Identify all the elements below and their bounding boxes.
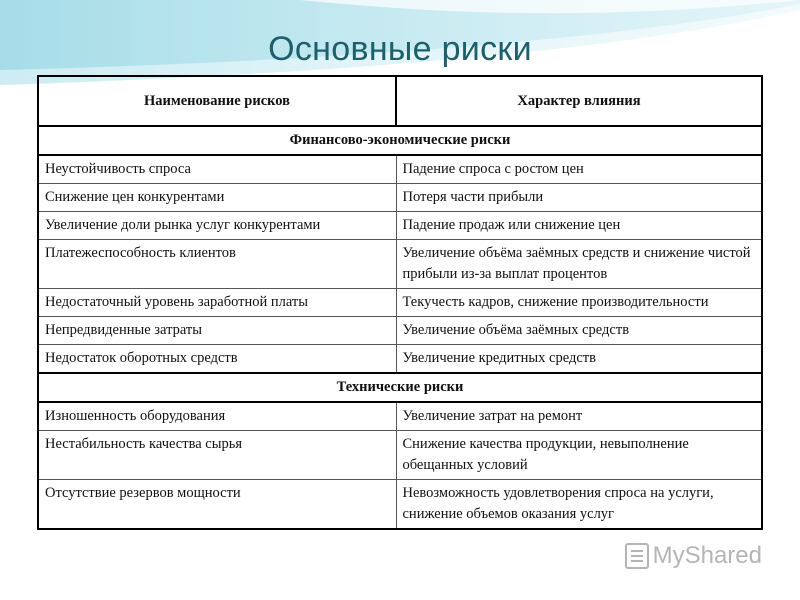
table-row — [38, 289, 762, 317]
section-row-technical — [38, 373, 762, 402]
watermark-text: MyShared — [652, 542, 762, 569]
impact-cell: Увеличение объёма заёмных средств и снижение чистой прибыли из-за выплат процентов — [396, 240, 762, 289]
table-row — [38, 431, 762, 480]
table-row — [38, 155, 762, 184]
impact-cell: Снижение качества продукции, невыполнение обещанных условий — [396, 431, 762, 480]
risk-name-cell: Непредвиденные затраты — [38, 317, 396, 345]
table-row — [38, 402, 762, 431]
risk-name-cell: Платежеспособность клиентов — [38, 240, 396, 289]
header-impact: Характер влияния — [396, 76, 762, 126]
section-row-financial — [38, 126, 762, 155]
watermark — [625, 542, 762, 570]
slide-title: Основные риски — [268, 30, 532, 68]
impact-cell: Увеличение объёма заёмных средств — [396, 317, 762, 345]
section-title: Технические риски — [38, 373, 762, 402]
table-header-row — [38, 76, 762, 126]
risks-table — [37, 75, 763, 530]
header-risk-name: Наименование рисков — [38, 76, 396, 126]
risk-name-cell: Неустойчивость спроса — [38, 155, 396, 184]
table-row — [38, 240, 762, 289]
impact-cell: Текучесть кадров, снижение производительности — [396, 289, 762, 317]
impact-cell: Увеличение кредитных средств — [396, 345, 762, 374]
presentation-icon — [625, 543, 649, 569]
risk-name-cell: Нестабильность качества сырья — [38, 431, 396, 480]
table-row — [38, 184, 762, 212]
risk-name-cell: Изношенность оборудования — [38, 402, 396, 431]
impact-cell: Невозможность удовлетворения спроса на услуги, снижение объемов оказания услуг — [396, 480, 762, 530]
risk-name-cell: Недостаточный уровень заработной платы — [38, 289, 396, 317]
section-title: Финансово-экономические риски — [38, 126, 762, 155]
impact-cell: Падение спроса с ростом цен — [396, 155, 762, 184]
table-row — [38, 345, 762, 374]
risk-name-cell: Увеличение доли рынка услуг конкурентами — [38, 212, 396, 240]
risk-name-cell: Снижение цен конкурентами — [38, 184, 396, 212]
impact-cell: Потеря части прибыли — [396, 184, 762, 212]
impact-cell: Увеличение затрат на ремонт — [396, 402, 762, 431]
impact-cell: Падение продаж или снижение цен — [396, 212, 762, 240]
table-row — [38, 317, 762, 345]
table-row — [38, 212, 762, 240]
risk-name-cell: Недостаток оборотных средств — [38, 345, 396, 374]
risk-name-cell: Отсутствие резервов мощности — [38, 480, 396, 530]
table-row — [38, 480, 762, 530]
